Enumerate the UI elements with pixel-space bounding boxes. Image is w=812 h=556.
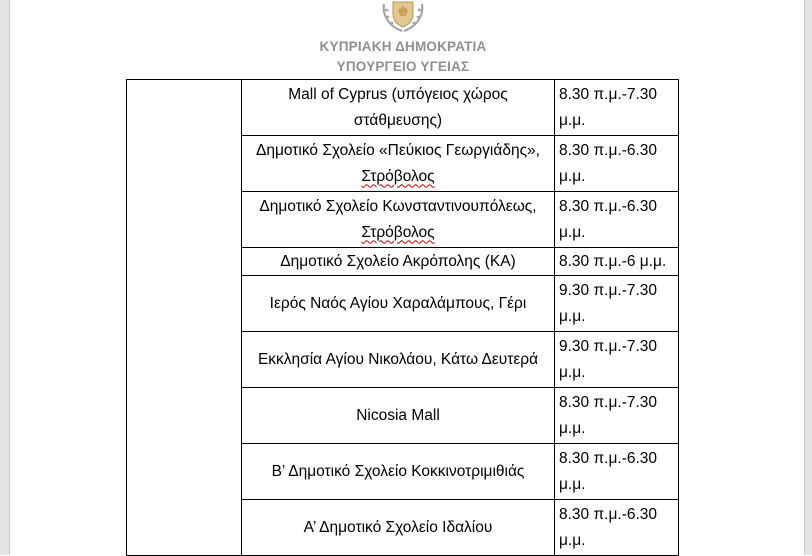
location-cell: Ιερός Ναός Αγίου Χαραλάμπους, Γέρι bbox=[242, 276, 555, 332]
region-cell bbox=[127, 80, 242, 556]
hours-cell: 8.30 π.μ.-7.30 μ.μ. bbox=[555, 388, 679, 444]
header-ministry: ΥΠΟΥΡΓΕΙΟ ΥΓΕΙΑΣ bbox=[336, 59, 470, 74]
location-cell: Δημοτικό Σχολείο Ακρόπολης (ΚΑ) bbox=[242, 248, 555, 276]
hours-cell: 8.30 π.μ.-6 μ.μ. bbox=[555, 248, 679, 276]
hours-cell: 8.30 π.μ.-7.30 μ.μ. bbox=[555, 80, 679, 136]
coat-of-arms-icon bbox=[380, 0, 426, 34]
hours-cell: 9.30 π.μ.-7.30 μ.μ. bbox=[555, 332, 679, 388]
location-cell: Εκκλησία Αγίου Νικολάου, Κάτω Δευτερά bbox=[242, 332, 555, 388]
hours-cell: 8.30 π.μ.-6.30 μ.μ. bbox=[555, 500, 679, 556]
header-country: ΚΥΠΡΙΑΚΗ ΔΗΜΟΚΡΑΤΙΑ bbox=[319, 39, 487, 54]
location-cell: Mall of Cyprus (υπόγειος χώρος στάθμευσης) bbox=[242, 80, 555, 136]
hours-cell: 8.30 π.μ.-6.30 μ.μ. bbox=[555, 136, 679, 192]
page-left-margin bbox=[0, 0, 10, 555]
vaccination-locations-table bbox=[126, 79, 679, 556]
hours-cell: 8.30 π.μ.-6.30 μ.μ. bbox=[555, 444, 679, 500]
location-cell: Δημοτικό Σχολείο Κωνσταντινουπόλεως, Στρόβολος bbox=[242, 192, 555, 248]
location-cell: Β’ Δημοτικό Σχολείο Κοκκινοτριμιθιάς bbox=[242, 444, 555, 500]
hours-cell: 8.30 π.μ.-6.30 μ.μ. bbox=[555, 192, 679, 248]
hours-cell: 9.30 π.μ.-7.30 μ.μ. bbox=[555, 276, 679, 332]
location-cell: Δημοτικό Σχολείο «Πεύκιος Γεωργιάδης», Στρόβολος bbox=[242, 136, 555, 192]
page-right-margin bbox=[804, 0, 812, 555]
location-cell: Α’ Δημοτικό Σχολείο Ιδαλίου bbox=[242, 500, 555, 556]
location-cell: Nicosia Mall bbox=[242, 388, 555, 444]
table-row bbox=[127, 80, 679, 136]
